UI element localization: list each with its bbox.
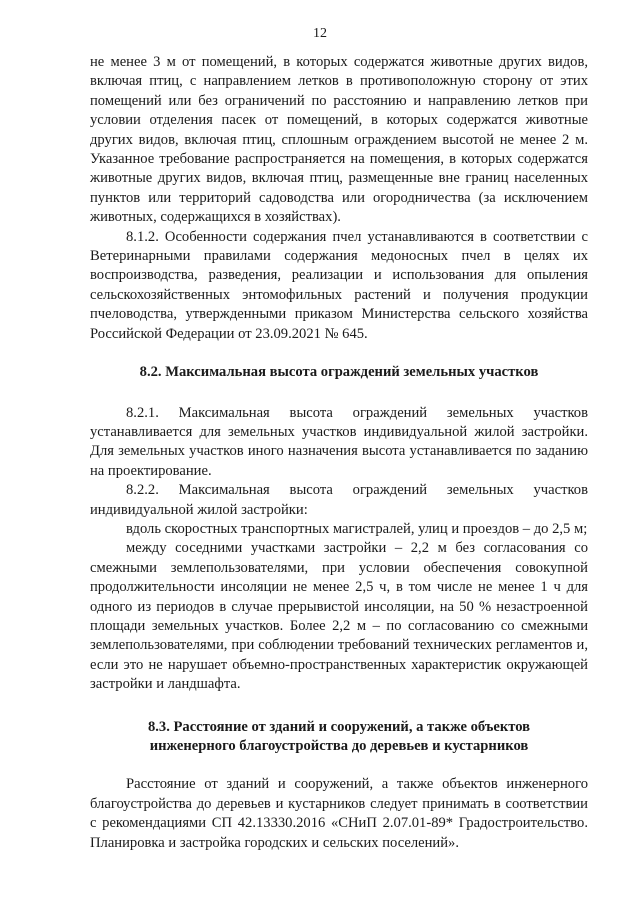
- list-item-neighbours: между соседними участками застройки – 2,2 м без согласования со смежными землепользователями, при условии обеспечения совокупной продолжительности инсоляции не менее 2,5 ч, в том числе не менее 1 ч для одного из периодов в случае прерывистой инсоляции, на 50 % незастроенной площади земельных участков. Более 2,2 м – по согласованию со смежными землепользователями, при соблюдении требований технических регламентов и, если это не нарушает объемно-пространственных характеристик окружающей застройки и ландшафта.: [90, 540, 588, 693]
- section-heading-8-3-line-2: инженерного благоустройства до деревьев и кустарников: [149, 738, 529, 754]
- document-body: [90, 53, 588, 853]
- list-item-highways: вдоль скоростных транспортных магистралей, улиц и проездов – до 2,5 м;: [126, 520, 588, 537]
- section-heading-8-2: 8.2. Максимальная высота ограждений земельных участков: [139, 364, 539, 381]
- paragraph-8-1-2: 8.1.2. Особенности содержания пчел устанавливаются в соответствии с Ветеринарными правилами содержания медоносных пчел в целях их воспроизводства, разведения, реализации и использования для опыления сельскохозяйственных энтомофильных растений и получения продукции пчеловодства, утвержденными приказом Министерства сельского хозяйства Российской Федерации от 23.09.2021 № 645.: [90, 228, 588, 342]
- paragraph-8-2-1: 8.2.1. Максимальная высота ограждений земельных участков устанавливается для земельных участков индивидуальной жилой застройки. Для земельных участков иного назначения высота устанавливается по заданию на проектирование.: [90, 404, 588, 479]
- page-number: 12: [313, 26, 327, 41]
- section-heading-8-3-line-1: 8.3. Расстояние от зданий и сооружений, а также объектов: [147, 718, 531, 735]
- section-heading-8-3: [90, 718, 588, 757]
- paragraph-continuation: не менее 3 м от помещений, в которых содержатся животные других видов, включая птиц, с направлением летков в противоположную сторону от этих помещений или без ограничений по расстоянию и направлению летков при условии отделения пасек от помещений, в которых содержатся животные других видов, включая птиц, сплошным ограждением высотой не менее 2 м. Указанное требование распространяется на помещения, в которых содержатся животные других видов, включая птиц, размещенные вне границ населенных пунктов или территорий садоводства или огородничества (за исключением животных, содержащихся в хозяйствах).: [90, 54, 588, 226]
- paragraph-8-2-2: 8.2.2. Максимальная высота ограждений земельных участков индивидуальной жилой застройки:: [90, 482, 588, 518]
- paragraph-8-3: Расстояние от зданий и сооружений, а также объектов инженерного благоустройства до деревьев и кустарников следует принимать в соответствии с рекомендациями СП 42.13330.2016 «СНиП 2.07.01-89* Градостроительство. Планировка и застройка городских и сельских поселений».: [90, 776, 588, 851]
